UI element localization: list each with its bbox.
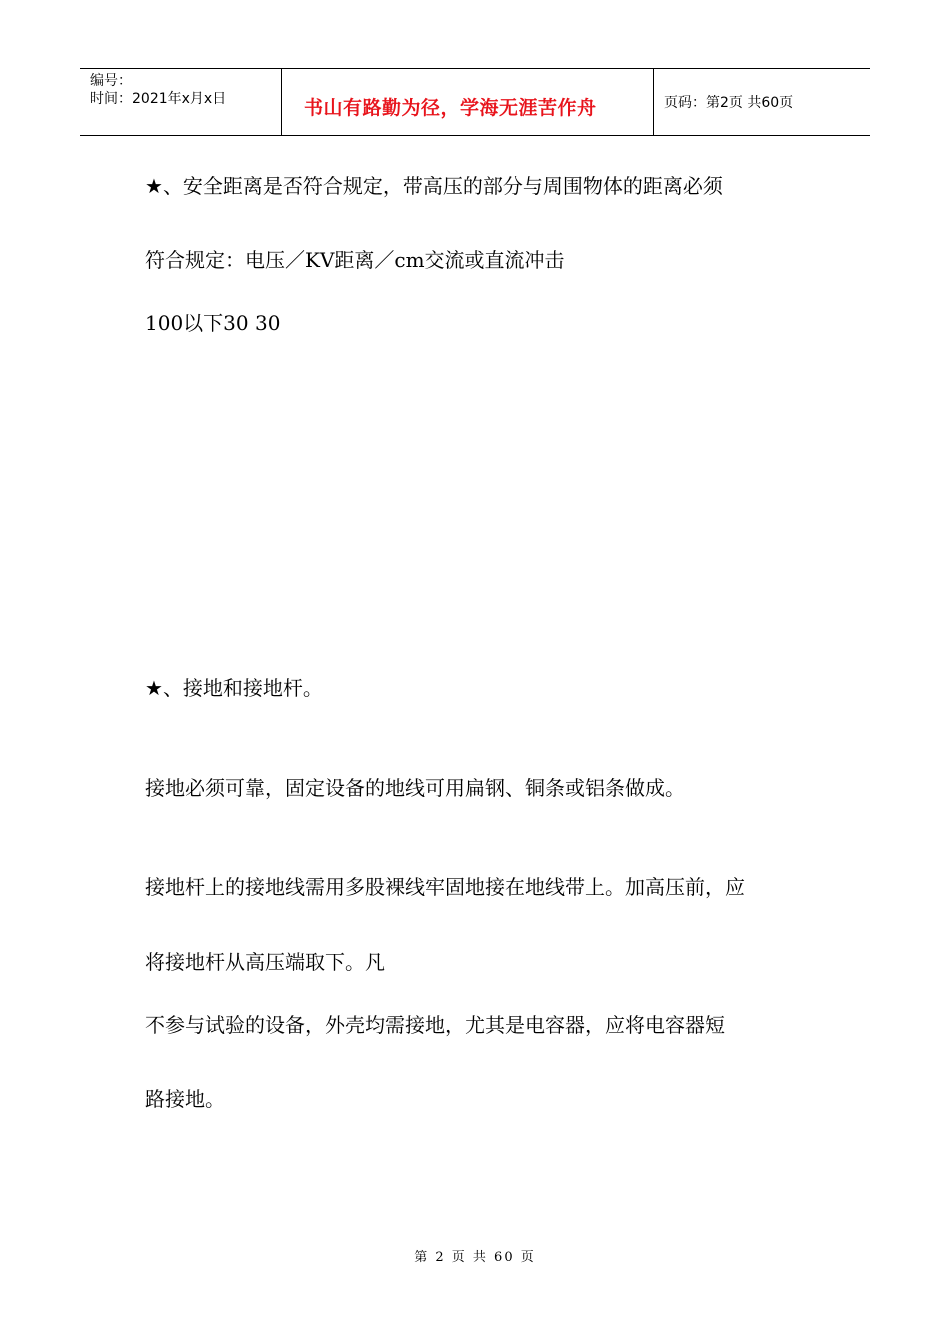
document-header [80, 68, 870, 136]
header-middle-cell [281, 69, 654, 135]
safety-distance-text: 、安全距离是否符合规定，带高压的部分与周围物体的距离必须 [162, 174, 723, 198]
paragraph-equipment-ground-1: 不参与试验的设备，外壳均需接地，尤其是电容器，应将电容器短 [145, 1013, 725, 1037]
page-info: 页码：第2页 共60页 [664, 95, 794, 111]
paragraph-voltage-spec: 符合规定：电压／KV距离／cm交流或直流冲击 [145, 248, 565, 272]
paragraph-safety-distance [145, 174, 723, 198]
paragraph-grounding-heading [145, 676, 323, 700]
paragraph-voltage-value: 100以下30 30 [145, 311, 281, 335]
paragraph-grounding-rod-1: 接地杆上的接地线需用多股裸线牢固地接在地线带上。加高压前，应 [145, 875, 745, 899]
page-footer: 第 2 页 共 60 页 [414, 1250, 536, 1265]
header-motto: 书山有路勤为径，学海无涯苦作舟 [304, 97, 597, 119]
grounding-heading-text: 、接地和接地杆。 [162, 676, 323, 700]
star-icon: ★ [145, 174, 163, 198]
document-number-label: 编号： [90, 73, 132, 89]
header-left-cell [80, 69, 281, 135]
paragraph-grounding-rod-2: 将接地杆从高压端取下。凡 [145, 950, 385, 974]
star-icon: ★ [145, 676, 163, 700]
header-right-cell [654, 69, 870, 135]
paragraph-equipment-ground-2: 路接地。 [145, 1087, 225, 1111]
paragraph-grounding-reliable: 接地必须可靠，固定设备的地线可用扁钢、铜条或铝条做成。 [145, 776, 685, 800]
document-time-label: 时间：2021年x月x日 [90, 91, 227, 107]
